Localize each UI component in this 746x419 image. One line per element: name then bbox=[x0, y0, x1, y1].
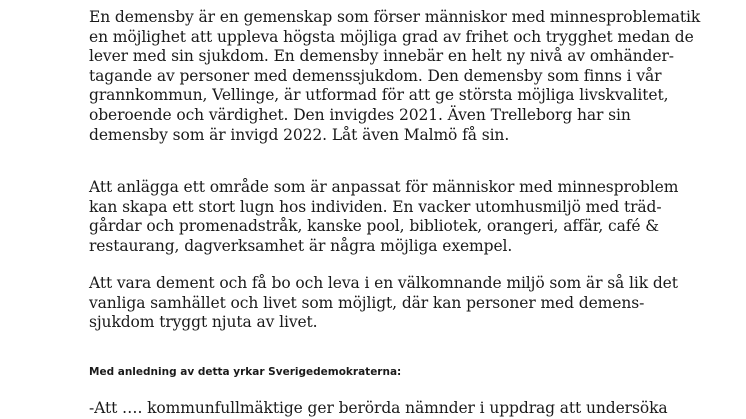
text-line: oberoende och värdighet. Den invigdes 2021. Även Trelleborg har sin bbox=[89, 105, 631, 124]
text-line: lever med sin sjukdom. En demensby innebär en helt ny nivå av omhänder- bbox=[89, 47, 674, 66]
text-line: Att vara dement och få bo och leva i en välkomnande miljö som är så lik det bbox=[89, 274, 678, 292]
text-line: sjukdom tryggt njuta av livet. bbox=[89, 313, 318, 332]
text-line: en möjlighet att uppleva högsta möjliga grad av frihet och trygghet medan de bbox=[89, 27, 694, 46]
text-line: grannkommun, Vellinge, är utformad för att ge största möjliga livskvalitet, bbox=[89, 86, 669, 105]
motion-clause bbox=[89, 399, 668, 419]
text-line: tagande av personer med demenssjukdom. Den demensby som finns i vår bbox=[89, 66, 662, 85]
text-line: En demensby är en gemenskap som förser människor med minnesproblematik bbox=[89, 8, 701, 26]
text-line: restaurang, dagverksamhet är några möjliga exempel. bbox=[89, 236, 513, 255]
text-line: vanliga samhället och livet som möjligt, där kan personer med demens- bbox=[89, 293, 645, 312]
body-paragraph-2 bbox=[89, 178, 678, 256]
text-line: Att anlägga ett område som är anpassat för människor med minnesproblem bbox=[89, 178, 679, 196]
text-line: kan skapa ett stort lugn hos individen. En vacker utomhusmiljö med träd- bbox=[89, 197, 662, 216]
text-line: gårdar och promenadstråk, kanske pool, bibliotek, orangeri, affär, café & bbox=[89, 217, 659, 236]
body-paragraph-1 bbox=[89, 8, 700, 145]
text-line: -Att …. kommunfullmäktige ger berörda nämnder i uppdrag att undersöka bbox=[89, 399, 668, 417]
text-line: demensby som är invigd 2022. Låt även Malmö få sin. bbox=[89, 125, 510, 144]
body-paragraph-3 bbox=[89, 274, 678, 333]
section-heading: Med anledning av detta yrkar Sverigedemokraterna: bbox=[89, 366, 402, 378]
